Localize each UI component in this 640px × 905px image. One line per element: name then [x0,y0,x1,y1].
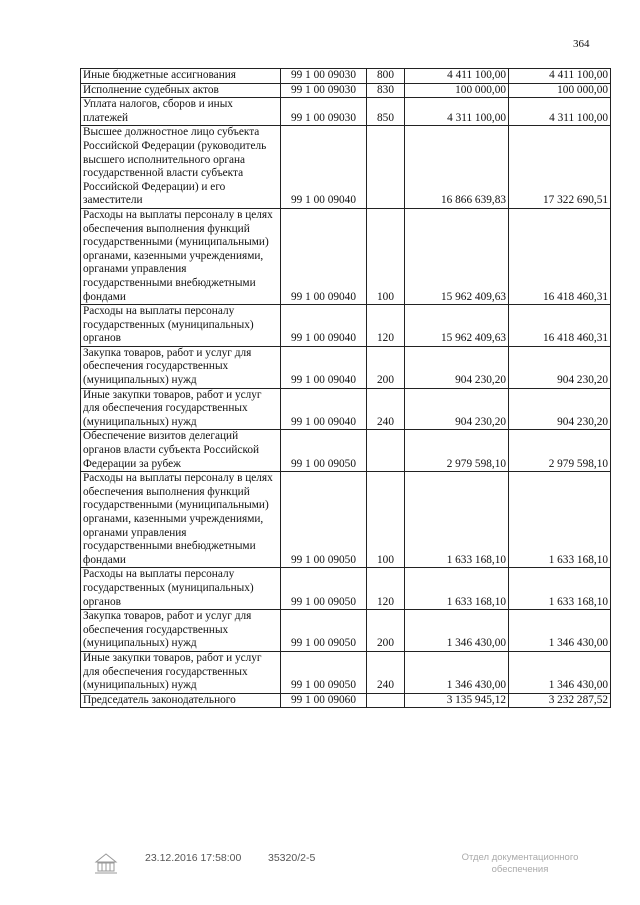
row-code: 99 1 00 09040 [281,208,367,304]
row-amount-2018: 4 311 100,00 [509,98,611,126]
row-type: 850 [367,98,405,126]
row-code: 99 1 00 09060 [281,693,367,708]
budget-table-body [81,69,611,708]
row-amount-2017: 904 230,20 [405,346,509,388]
row-name: Обеспечение визитов делегаций органов власти субъекта Российской Федерации за рубеж [81,430,281,472]
row-type: 200 [367,346,405,388]
row-amount-2018: 904 230,20 [509,346,611,388]
table-row [81,430,611,472]
row-code: 99 1 00 09050 [281,472,367,568]
row-code: 99 1 00 09040 [281,126,367,209]
row-amount-2018: 16 418 460,31 [509,208,611,304]
table-row [81,568,611,610]
table-row [81,69,611,84]
row-amount-2018: 1 633 168,10 [509,568,611,610]
row-amount-2017: 904 230,20 [405,388,509,430]
row-name: Высшее должностное лицо субъекта Российской Федерации (руководитель высшего исполнительного органа государственной власти субъекта Российской Федерации) и его заместители [81,126,281,209]
row-amount-2017: 1 633 168,10 [405,568,509,610]
row-amount-2018: 1 346 430,00 [509,651,611,693]
row-type: 100 [367,472,405,568]
row-code: 99 1 00 09040 [281,388,367,430]
row-name: Исполнение судебных актов [81,83,281,98]
table-row [81,305,611,347]
row-amount-2018: 4 411 100,00 [509,69,611,84]
page-number: 364 [573,38,590,50]
table-row [81,472,611,568]
row-amount-2017: 2 979 598,10 [405,430,509,472]
row-code: 99 1 00 09050 [281,430,367,472]
row-name: Иные закупки товаров, работ и услуг для обеспечения государственных (муниципальных) нужд [81,651,281,693]
row-amount-2018: 3 232 287,52 [509,693,611,708]
row-name: Председатель законодательного [81,693,281,708]
row-name: Закупка товаров, работ и услуг для обеспечения государственных (муниципальных) нужд [81,346,281,388]
row-amount-2018: 1 633 168,10 [509,472,611,568]
row-type [367,693,405,708]
row-amount-2017: 16 866 639,83 [405,126,509,209]
footer-doc-id: 35320/2-5 [268,852,316,864]
row-name: Расходы на выплаты персоналу в целях обеспечения выполнения функций государственными (муниципальными) органами, казенными учреждениями, органами управления государственными внебюджетными фондами [81,208,281,304]
row-code: 99 1 00 09050 [281,651,367,693]
row-code: 99 1 00 09030 [281,83,367,98]
row-amount-2017: 1 346 430,00 [405,651,509,693]
row-name: Закупка товаров, работ и услуг для обеспечения государственных (муниципальных) нужд [81,610,281,652]
row-name: Иные закупки товаров, работ и услуг для обеспечения государственных (муниципальных) нужд [81,388,281,430]
table-row [81,610,611,652]
row-type: 120 [367,305,405,347]
budget-table [80,68,611,708]
table-row [81,126,611,209]
table-row [81,693,611,708]
table-row [81,346,611,388]
row-amount-2018: 17 322 690,51 [509,126,611,209]
row-code: 99 1 00 09040 [281,346,367,388]
table-row [81,388,611,430]
row-code: 99 1 00 09040 [281,305,367,347]
row-type: 120 [367,568,405,610]
row-amount-2018: 2 979 598,10 [509,430,611,472]
row-amount-2017: 3 135 945,12 [405,693,509,708]
row-type [367,126,405,209]
row-code: 99 1 00 09030 [281,69,367,84]
row-amount-2017: 1 346 430,00 [405,610,509,652]
footer-timestamp: 23.12.2016 17:58:00 [145,852,242,864]
row-amount-2017: 15 962 409,63 [405,208,509,304]
row-type: 200 [367,610,405,652]
table-row [81,651,611,693]
footer-stamp: Отдел документационного обеспечения [461,852,579,875]
row-amount-2017: 1 633 168,10 [405,472,509,568]
row-name: Уплата налогов, сборов и иных платежей [81,98,281,126]
row-type: 830 [367,83,405,98]
row-type: 240 [367,388,405,430]
row-type [367,430,405,472]
table-row [81,208,611,304]
row-amount-2018: 100 000,00 [509,83,611,98]
row-name: Расходы на выплаты персоналу государственных (муниципальных) органов [81,305,281,347]
table-row [81,98,611,126]
row-amount-2017: 4 411 100,00 [405,69,509,84]
table-row [81,83,611,98]
row-code: 99 1 00 09050 [281,568,367,610]
row-code: 99 1 00 09050 [281,610,367,652]
emblem-icon [92,853,120,875]
row-amount-2017: 100 000,00 [405,83,509,98]
row-amount-2018: 1 346 430,00 [509,610,611,652]
row-type: 800 [367,69,405,84]
row-amount-2017: 4 311 100,00 [405,98,509,126]
row-name: Иные бюджетные ассигнования [81,69,281,84]
row-amount-2017: 15 962 409,63 [405,305,509,347]
row-code: 99 1 00 09030 [281,98,367,126]
row-amount-2018: 904 230,20 [509,388,611,430]
row-name: Расходы на выплаты персоналу в целях обеспечения выполнения функций государственными (муниципальными) органами, казенными учреждениями, органами управления государственными внебюджетными фондами [81,472,281,568]
row-name: Расходы на выплаты персоналу государственных (муниципальных) органов [81,568,281,610]
row-amount-2018: 16 418 460,31 [509,305,611,347]
row-type: 240 [367,651,405,693]
row-type: 100 [367,208,405,304]
